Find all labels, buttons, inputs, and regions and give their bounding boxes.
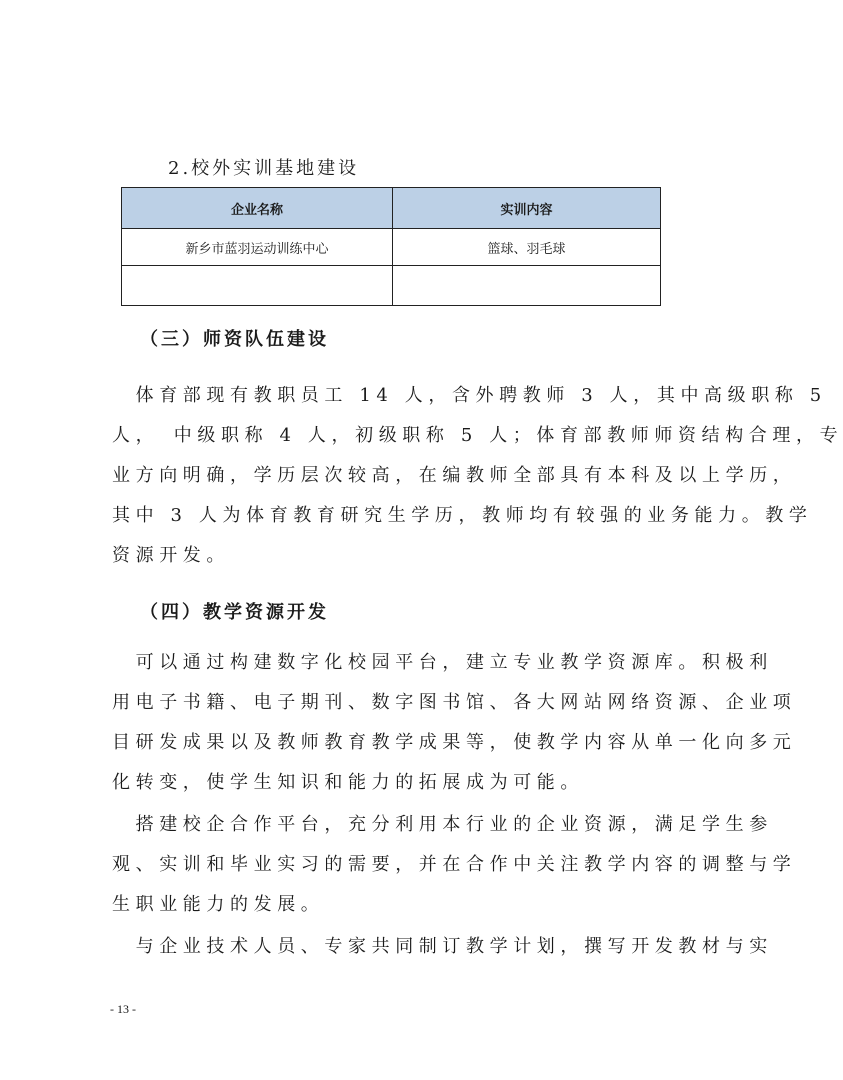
page-number: - 13 - — [110, 1002, 136, 1016]
table-header-row — [122, 188, 661, 229]
section-heading-faculty: （三）师资队伍建设 — [140, 329, 329, 350]
paragraph-line: 体育部现有教职员工 14 人，含外聘教师 3 人，其中高级职称 5 — [112, 385, 827, 406]
paragraph-line: 其中 3 人为体育教育研究生学历，教师均有较强的业务能力。教学 — [112, 505, 813, 526]
paragraph-line: 与企业技术人员、专家共同制订教学计划，撰写开发教材与实 — [112, 936, 773, 957]
table-cell: 新乡市蓝羽运动训练中心 — [122, 229, 393, 266]
paragraph-line: 人， 中级职称 4 人，初级职称 5 人；体育部教师师资结构合理，专 — [112, 425, 843, 446]
paragraph-line: 生职业能力的发展。 — [112, 894, 325, 915]
training-base-table — [121, 187, 661, 306]
section-heading-resources: （四）教学资源开发 — [140, 602, 329, 623]
table-row — [122, 266, 661, 306]
table-cell — [122, 266, 393, 306]
section-heading-training-base: 2.校外实训基地建设 — [168, 158, 360, 179]
paragraph-line: 化转变，使学生知识和能力的拓展成为可能。 — [112, 772, 584, 793]
table-cell: 篮球、羽毛球 — [393, 229, 661, 266]
table-cell — [393, 266, 661, 306]
table-row — [122, 229, 661, 266]
paragraph-line: 用电子书籍、电子期刊、数字图书馆、各大网站网络资源、企业项 — [112, 692, 797, 713]
paragraph-line: 搭建校企合作平台，充分利用本行业的企业资源，满足学生参 — [112, 814, 773, 835]
column-header-content: 实训内容 — [393, 188, 661, 229]
paragraph-line: 业方向明确，学历层次较高，在编教师全部具有本科及以上学历， — [112, 465, 797, 486]
paragraph-line: 观、实训和毕业实习的需要，并在合作中关注教学内容的调整与学 — [112, 854, 797, 875]
column-header-company: 企业名称 — [122, 188, 393, 229]
paragraph-line: 资源开发。 — [112, 545, 230, 566]
paragraph-line: 目研发成果以及教师教育教学成果等，使教学内容从单一化向多元 — [112, 732, 797, 753]
paragraph-line: 可以通过构建数字化校园平台，建立专业教学资源库。积极利 — [112, 652, 773, 673]
